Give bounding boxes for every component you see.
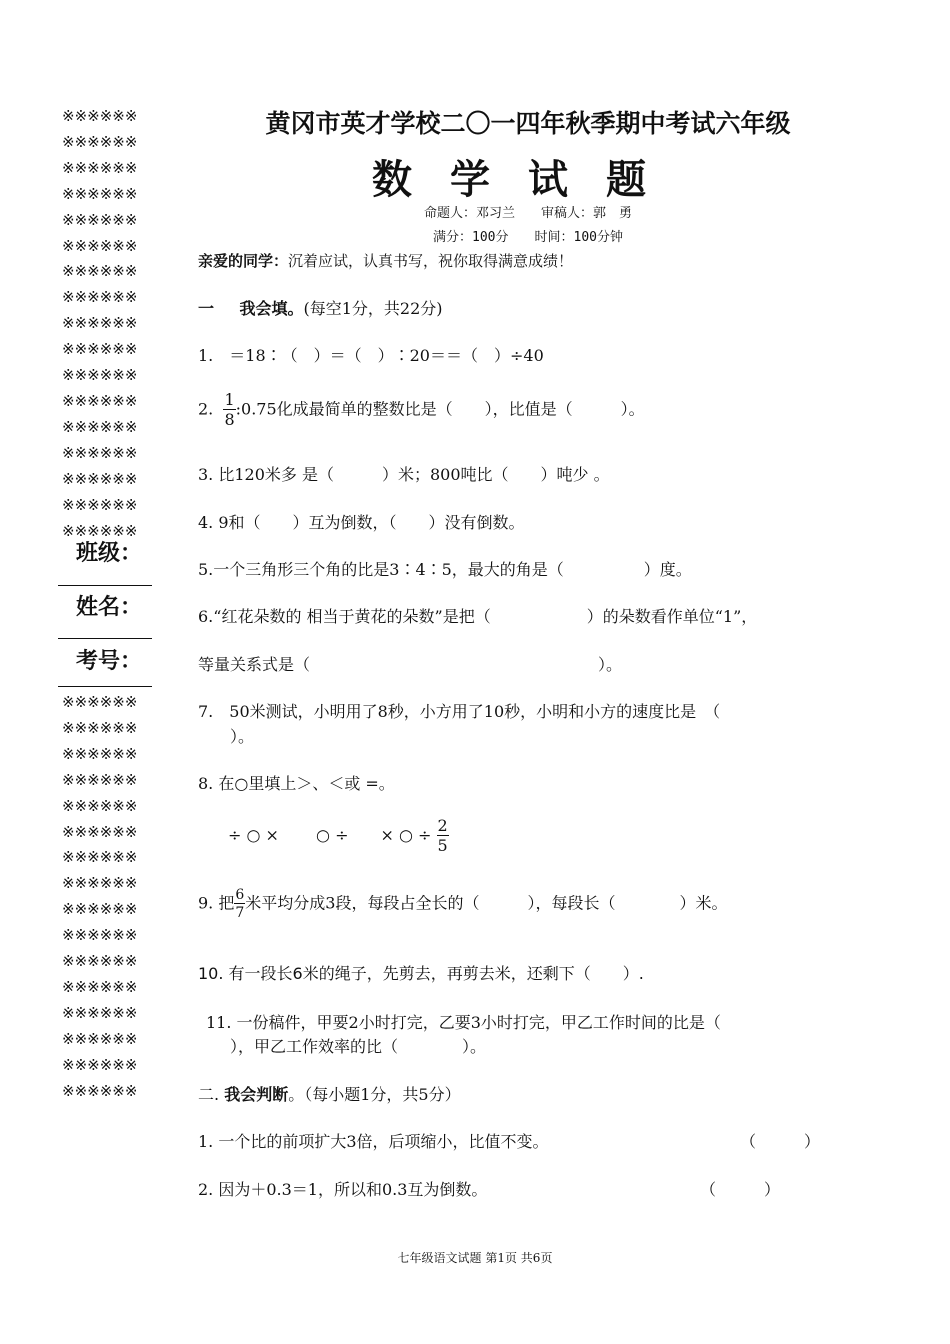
question-1-7a: 7. 50米测试，小明用了8秒，小方用了10秒，小明和小方的速度比是 （ [198,702,721,721]
q9-fraction [234,888,245,920]
name-underline [58,638,152,639]
question-2-2: 2. 因为＋0.3＝1，所以和0.3互为倒数。 [198,1180,488,1199]
q9-fraction-denominator: 7 [235,905,245,921]
q2-fraction [223,392,235,428]
question-1-11a: 11. 一份稿件，甲要2小时打完，乙要3小时打完，甲乙工作时间的比是（ [206,1013,721,1032]
binding-stars-top: ※※※※※※ ※※※※※※ ※※※※※※ ※※※※※※ ※※※※※※ ※※※※※※ ※※※※※※ ※※※※※※ ※※※※※※ ※※※※※※ ※※※※※※ ※※※※※※ ※※※※※※ ※※※※※※ ※※※※※※ ※※※※※※ ※※※※※※ [62,107,138,540]
greeting-text: 沉着应试，认真书写，祝你取得满意成绩！ [288,252,574,270]
section2-heading [198,1082,461,1105]
question-1-5: 5.一个三角形三个角的比是3∶4∶5，最大的角是（ ）度。 [198,560,692,579]
authors-line: 命题人：邓习兰 审稿人：郭 勇 [423,206,632,221]
q8-fraction-denominator: 5 [437,836,448,855]
section2-note: 。（每小题1分，共5分） [288,1085,461,1104]
question-1-10: 10. 有一段长6米的绳子，先剪去，再剪去米，还剩下（ ）. [198,964,644,983]
score-time-line: 满分：100分 时间：100分钟 [433,230,623,245]
q9-pre: 9. 把 [198,893,235,913]
section1-heading [198,296,443,319]
q9-post: 米平均分成3段，每段占全长的（ ），每段长（ ）米。 [245,893,728,913]
class-label: 班级： [76,541,143,566]
question-2-1-answer-paren: （ ） [740,1132,821,1151]
q2-text: :0.75化成最简单的整数比是（ ），比值是（ ）。 [235,399,645,419]
question-2-1: 1. 一个比的前项扩大3倍，后项缩小，比值不变。 [198,1132,549,1151]
q8-expression-text: ÷ ○ × ○ ÷ × ○ ÷ [228,825,432,845]
binding-stars-bottom: ※※※※※※ ※※※※※※ ※※※※※※ ※※※※※※ ※※※※※※ ※※※※※※ ※※※※※※ ※※※※※※ ※※※※※※ ※※※※※※ ※※※※※※ ※※※※※※ ※※※※※※ ※※※※※※ ※※※※※※ ※※※※※※ [62,693,138,1100]
number-label: 考号： [76,649,143,674]
section1-note: (每空1分，共22分) [303,299,443,318]
exam-title: 黄冈市英才学校二〇一四年秋季期中考试六年级 [265,109,791,138]
section2-number: 二. [198,1085,220,1104]
page-footer: 七年级语文试题 第1页 共6页 [397,1251,553,1265]
q2-fraction-denominator: 8 [224,410,235,429]
question-1-2 [198,392,645,428]
question-1-3: 3. 比120米多 是（ ）米；800吨比（ ）吨少 。 [198,465,610,484]
section1-number: 一 [198,299,215,318]
q8-fraction-numerator: 2 [437,816,448,835]
class-underline [58,585,152,586]
question-1-7b: ）。 [198,727,255,746]
question-1-9 [198,888,727,920]
question-1-6a: 6.“红花朵数的 相当于黄花的朵数”是把（ ）的朵数看作单位“1”， [198,607,758,626]
question-1-6b: 等量关系式是（ ）。 [198,655,623,674]
greeting [198,250,573,271]
question-1-11b: ），甲乙工作效率的比（ ）。 [198,1037,487,1056]
q2-number: 2. [198,399,214,419]
question-1-8: 8. 在○里填上＞、＜或 =。 [198,774,395,793]
name-label: 姓名： [76,595,143,620]
number-underline [58,686,152,687]
question-1-8-expression [228,818,449,854]
question-1-1: 1. ＝18∶（ ）＝（ ）∶20＝＝（ ）÷40 [198,346,544,365]
q2-fraction-numerator: 1 [224,390,235,409]
greeting-bold: 亲爱的同学： [198,252,289,270]
section1-title: 我会填。 [239,299,304,318]
section2-title: 我会判断 [224,1085,289,1104]
subject-title: 数学试题 [372,157,684,203]
question-1-4: 4. 9和（ ）互为倒数，（ ）没有倒数。 [198,513,525,532]
question-2-2-answer-paren: （ ） [700,1180,781,1199]
q8-fraction [437,818,449,854]
q9-fraction-numerator: 6 [235,887,245,903]
